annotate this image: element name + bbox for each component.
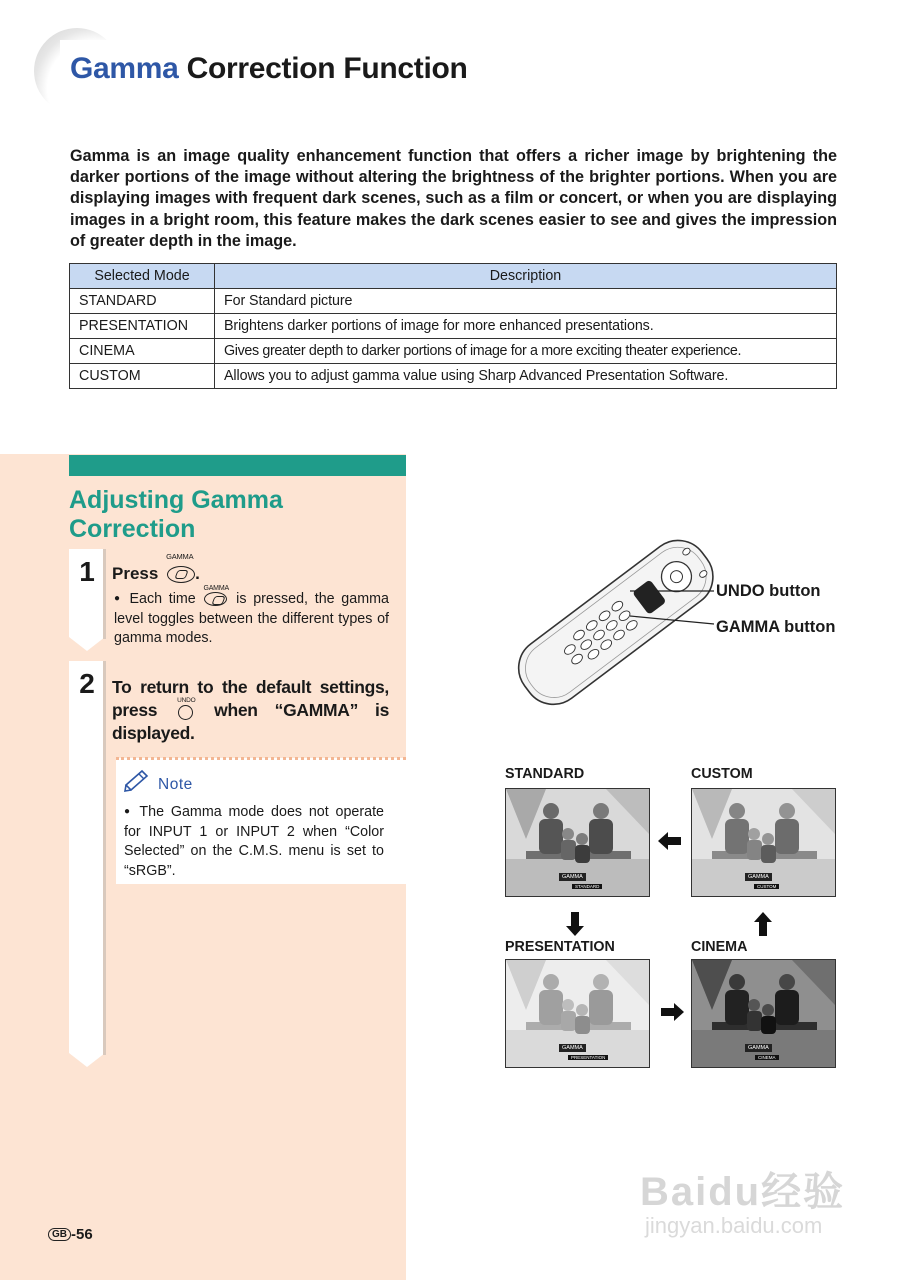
presentation-image-label: PRESENTATION — [505, 939, 615, 955]
step-marker-tip — [69, 1053, 105, 1067]
page-number — [48, 1226, 93, 1243]
description-cell: Gives greater depth to darker portions of image for a more exciting theater experience. — [215, 339, 837, 364]
mode-cell: PRESENTATION — [70, 314, 215, 339]
gamma-modes-table — [69, 263, 837, 389]
presentation-sample-image — [505, 959, 650, 1068]
undo-button-callout: UNDO button — [716, 582, 821, 600]
gamma-button-inline-icon — [204, 592, 227, 606]
note-text: ● The Gamma mode does not operate for INPUT 1 or INPUT 2 when “Color Selected” on the C.M.S. menu is set to “sRGB”. — [124, 804, 385, 879]
osd-gamma-title: GAMMA — [745, 1044, 772, 1052]
step2-instruction — [112, 676, 389, 745]
undo-button-icon — [178, 705, 193, 720]
step1-bullet: ● Each time GAMMA is pressed, the gamma level toggles between the different types of gamma modes. — [114, 589, 389, 649]
osd-gamma-mode: STANDARD — [572, 884, 602, 889]
watermark-url: jingyan.baidu.com — [645, 1213, 823, 1238]
table-row — [70, 364, 837, 389]
step2-text-start: To return to the default settings, press — [112, 677, 389, 720]
step1-instruction: Press GAMMA . — [112, 552, 200, 583]
note-label: Note — [158, 776, 193, 793]
gamma-button-graphic — [166, 552, 195, 584]
column-header-description: Description — [215, 264, 837, 289]
press-label: Press — [112, 564, 159, 583]
standard-sample-image — [505, 788, 650, 897]
step-number: 2 — [79, 668, 95, 699]
cinema-sample-image — [691, 959, 836, 1068]
bullet-rest: is pressed, the gamma level toggles between the different types of gamma modes. — [114, 591, 389, 646]
pencil-icon — [124, 768, 158, 792]
table-row — [70, 339, 837, 364]
description-cell: Allows you to adjust gamma value using Sharp Advanced Presentation Software. — [215, 364, 837, 389]
page-number-value: -56 — [71, 1226, 93, 1243]
arrow-up-icon — [754, 912, 772, 936]
gamma-button-label: GAMMA — [166, 552, 194, 561]
gamma-button-callout: GAMMA button — [716, 618, 836, 636]
mode-cell: CUSTOM — [70, 364, 215, 389]
column-header-mode: Selected Mode — [70, 264, 215, 289]
standard-image-label: STANDARD — [505, 766, 585, 782]
osd-gamma-mode: PRESENTATION — [568, 1055, 608, 1060]
description-cell: Brightens darker portions of image for more enhanced presentations. — [215, 314, 837, 339]
custom-sample-image — [691, 788, 836, 897]
step-marker — [69, 661, 105, 1053]
description-cell: For Standard picture — [215, 289, 837, 314]
callout-lines — [630, 585, 720, 630]
table-header-row — [70, 264, 837, 289]
arrow-left-icon — [658, 832, 682, 850]
watermark-logo: Baidu经验 — [640, 1170, 846, 1214]
step-number: 1 — [79, 556, 95, 587]
osd-gamma-mode: CUSTOM — [754, 884, 779, 889]
bullet-start: Each time — [129, 591, 196, 607]
gamma-button-inline-label: GAMMA — [203, 585, 229, 592]
page-title-rest: Correction Function — [178, 52, 468, 85]
cinema-image-label: CINEMA — [691, 939, 748, 955]
page-title — [70, 52, 468, 86]
region-badge: GB — [48, 1228, 71, 1241]
section-bar — [69, 455, 406, 476]
intro-paragraph: Gamma is an image quality enhancement function that offers a richer image by brightening the darker portions of the image without altering the brightness of the brighter portions. When you are displaying images with frequent dark scenes, such as a film or concert, or when you are displaying images in a bright room, this feature makes the dark scenes easier to see and gives the impression of greater depth in the image. — [70, 147, 837, 250]
osd-gamma-title: GAMMA — [559, 873, 586, 881]
section-title: Adjusting Gamma Correction — [69, 486, 283, 543]
step-marker-shadow — [103, 661, 106, 1055]
arrow-right-icon — [660, 1003, 684, 1021]
osd-gamma-title: GAMMA — [745, 873, 772, 881]
note-divider — [116, 757, 406, 760]
step2-text-end: when “GAMMA” is displayed. — [112, 700, 390, 743]
mode-cell: STANDARD — [70, 289, 215, 314]
osd-gamma-mode: CINEMA — [755, 1055, 779, 1060]
undo-button-graphic — [174, 699, 197, 722]
note-body: The Gamma mode does not operate for INPUT 1 or INPUT 2 when “Color Selected” on the C.M.S. menu is set to “sRGB”. — [124, 804, 385, 879]
undo-button-label: UNDO — [177, 697, 196, 704]
arrow-down-icon — [566, 912, 584, 936]
custom-image-label: CUSTOM — [691, 766, 753, 782]
table-row — [70, 289, 837, 314]
osd-gamma-title: GAMMA — [559, 1044, 586, 1052]
table-row — [70, 314, 837, 339]
mode-cell: CINEMA — [70, 339, 215, 364]
gamma-button-icon — [167, 566, 195, 583]
gamma-button-inline — [203, 585, 229, 610]
step-marker-tip — [69, 637, 105, 651]
page-title-accent: Gamma — [70, 52, 179, 85]
